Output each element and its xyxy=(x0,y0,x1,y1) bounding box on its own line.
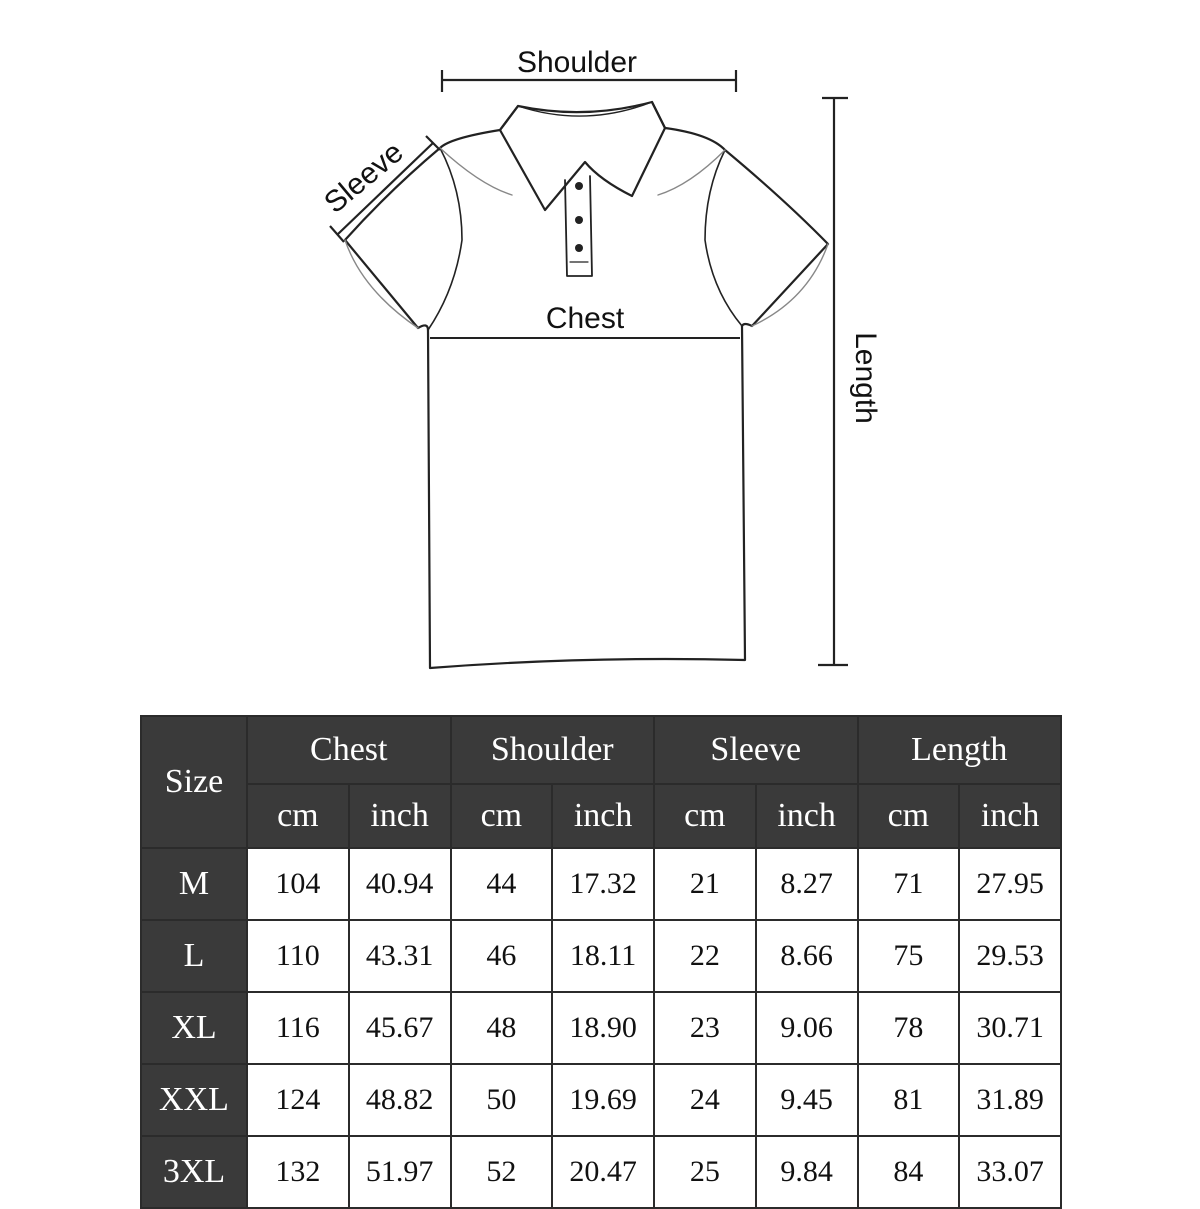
table-cell: 40.94 xyxy=(349,848,451,920)
table-cell: 9.45 xyxy=(756,1064,858,1136)
table-cell: 21 xyxy=(654,848,756,920)
table-cell: 81 xyxy=(858,1064,960,1136)
chest-group-header: Chest xyxy=(247,716,451,784)
size-cell: L xyxy=(141,920,247,992)
sleeve-group-header: Sleeve xyxy=(654,716,858,784)
unit-header: cm xyxy=(247,784,349,848)
table-cell: 33.07 xyxy=(959,1136,1061,1208)
table-cell: 8.66 xyxy=(756,920,858,992)
shoulder-group-header: Shoulder xyxy=(451,716,655,784)
table-row xyxy=(141,1136,1061,1208)
table-cell: 43.31 xyxy=(349,920,451,992)
length-dimension xyxy=(818,98,848,665)
table-row xyxy=(141,848,1061,920)
table-cell: 19.69 xyxy=(552,1064,654,1136)
table-cell: 124 xyxy=(247,1064,349,1136)
size-column-header: Size xyxy=(141,716,247,848)
size-cell: XL xyxy=(141,992,247,1064)
unit-header: cm xyxy=(654,784,756,848)
table-cell: 84 xyxy=(858,1136,960,1208)
shirt-outline xyxy=(345,102,828,668)
table-cell: 116 xyxy=(247,992,349,1064)
length-label: Length xyxy=(849,332,882,424)
placket-buttons xyxy=(575,182,583,252)
table-cell: 31.89 xyxy=(959,1064,1061,1136)
table-cell: 9.84 xyxy=(756,1136,858,1208)
unit-header: inch xyxy=(552,784,654,848)
group-header-row xyxy=(141,716,1061,784)
table-row xyxy=(141,1064,1061,1136)
table-cell: 71 xyxy=(858,848,960,920)
table-cell: 45.67 xyxy=(349,992,451,1064)
table-cell: 27.95 xyxy=(959,848,1061,920)
unit-header: inch xyxy=(756,784,858,848)
unit-header: cm xyxy=(858,784,960,848)
sleeve-label: Sleeve xyxy=(318,135,410,220)
size-cell: XXL xyxy=(141,1064,247,1136)
table-cell: 75 xyxy=(858,920,960,992)
table-cell: 48.82 xyxy=(349,1064,451,1136)
table-cell: 110 xyxy=(247,920,349,992)
size-chart-table xyxy=(140,715,1062,1209)
table-cell: 8.27 xyxy=(756,848,858,920)
table-cell: 18.11 xyxy=(552,920,654,992)
size-cell: M xyxy=(141,848,247,920)
chest-label: Chest xyxy=(545,302,625,335)
table-row xyxy=(141,920,1061,992)
shoulder-label: Shoulder xyxy=(516,46,638,79)
unit-header: inch xyxy=(959,784,1061,848)
table-cell: 78 xyxy=(858,992,960,1064)
table-cell: 29.53 xyxy=(959,920,1061,992)
table-cell: 20.47 xyxy=(552,1136,654,1208)
table-cell: 24 xyxy=(654,1064,756,1136)
unit-header: inch xyxy=(349,784,451,848)
table-cell: 132 xyxy=(247,1136,349,1208)
size-cell: 3XL xyxy=(141,1136,247,1208)
table-cell: 104 xyxy=(247,848,349,920)
table-cell: 18.90 xyxy=(552,992,654,1064)
table-cell: 44 xyxy=(451,848,553,920)
unit-header-row xyxy=(141,784,1061,848)
table-cell: 48 xyxy=(451,992,553,1064)
table-cell: 52 xyxy=(451,1136,553,1208)
table-row xyxy=(141,992,1061,1064)
table-cell: 50 xyxy=(451,1064,553,1136)
unit-header: cm xyxy=(451,784,553,848)
table-cell: 51.97 xyxy=(349,1136,451,1208)
table-cell: 23 xyxy=(654,992,756,1064)
table-cell: 30.71 xyxy=(959,992,1061,1064)
table-cell: 9.06 xyxy=(756,992,858,1064)
length-group-header: Length xyxy=(858,716,1062,784)
table-cell: 46 xyxy=(451,920,553,992)
table-cell: 22 xyxy=(654,920,756,992)
table-cell: 17.32 xyxy=(552,848,654,920)
table-cell: 25 xyxy=(654,1136,756,1208)
